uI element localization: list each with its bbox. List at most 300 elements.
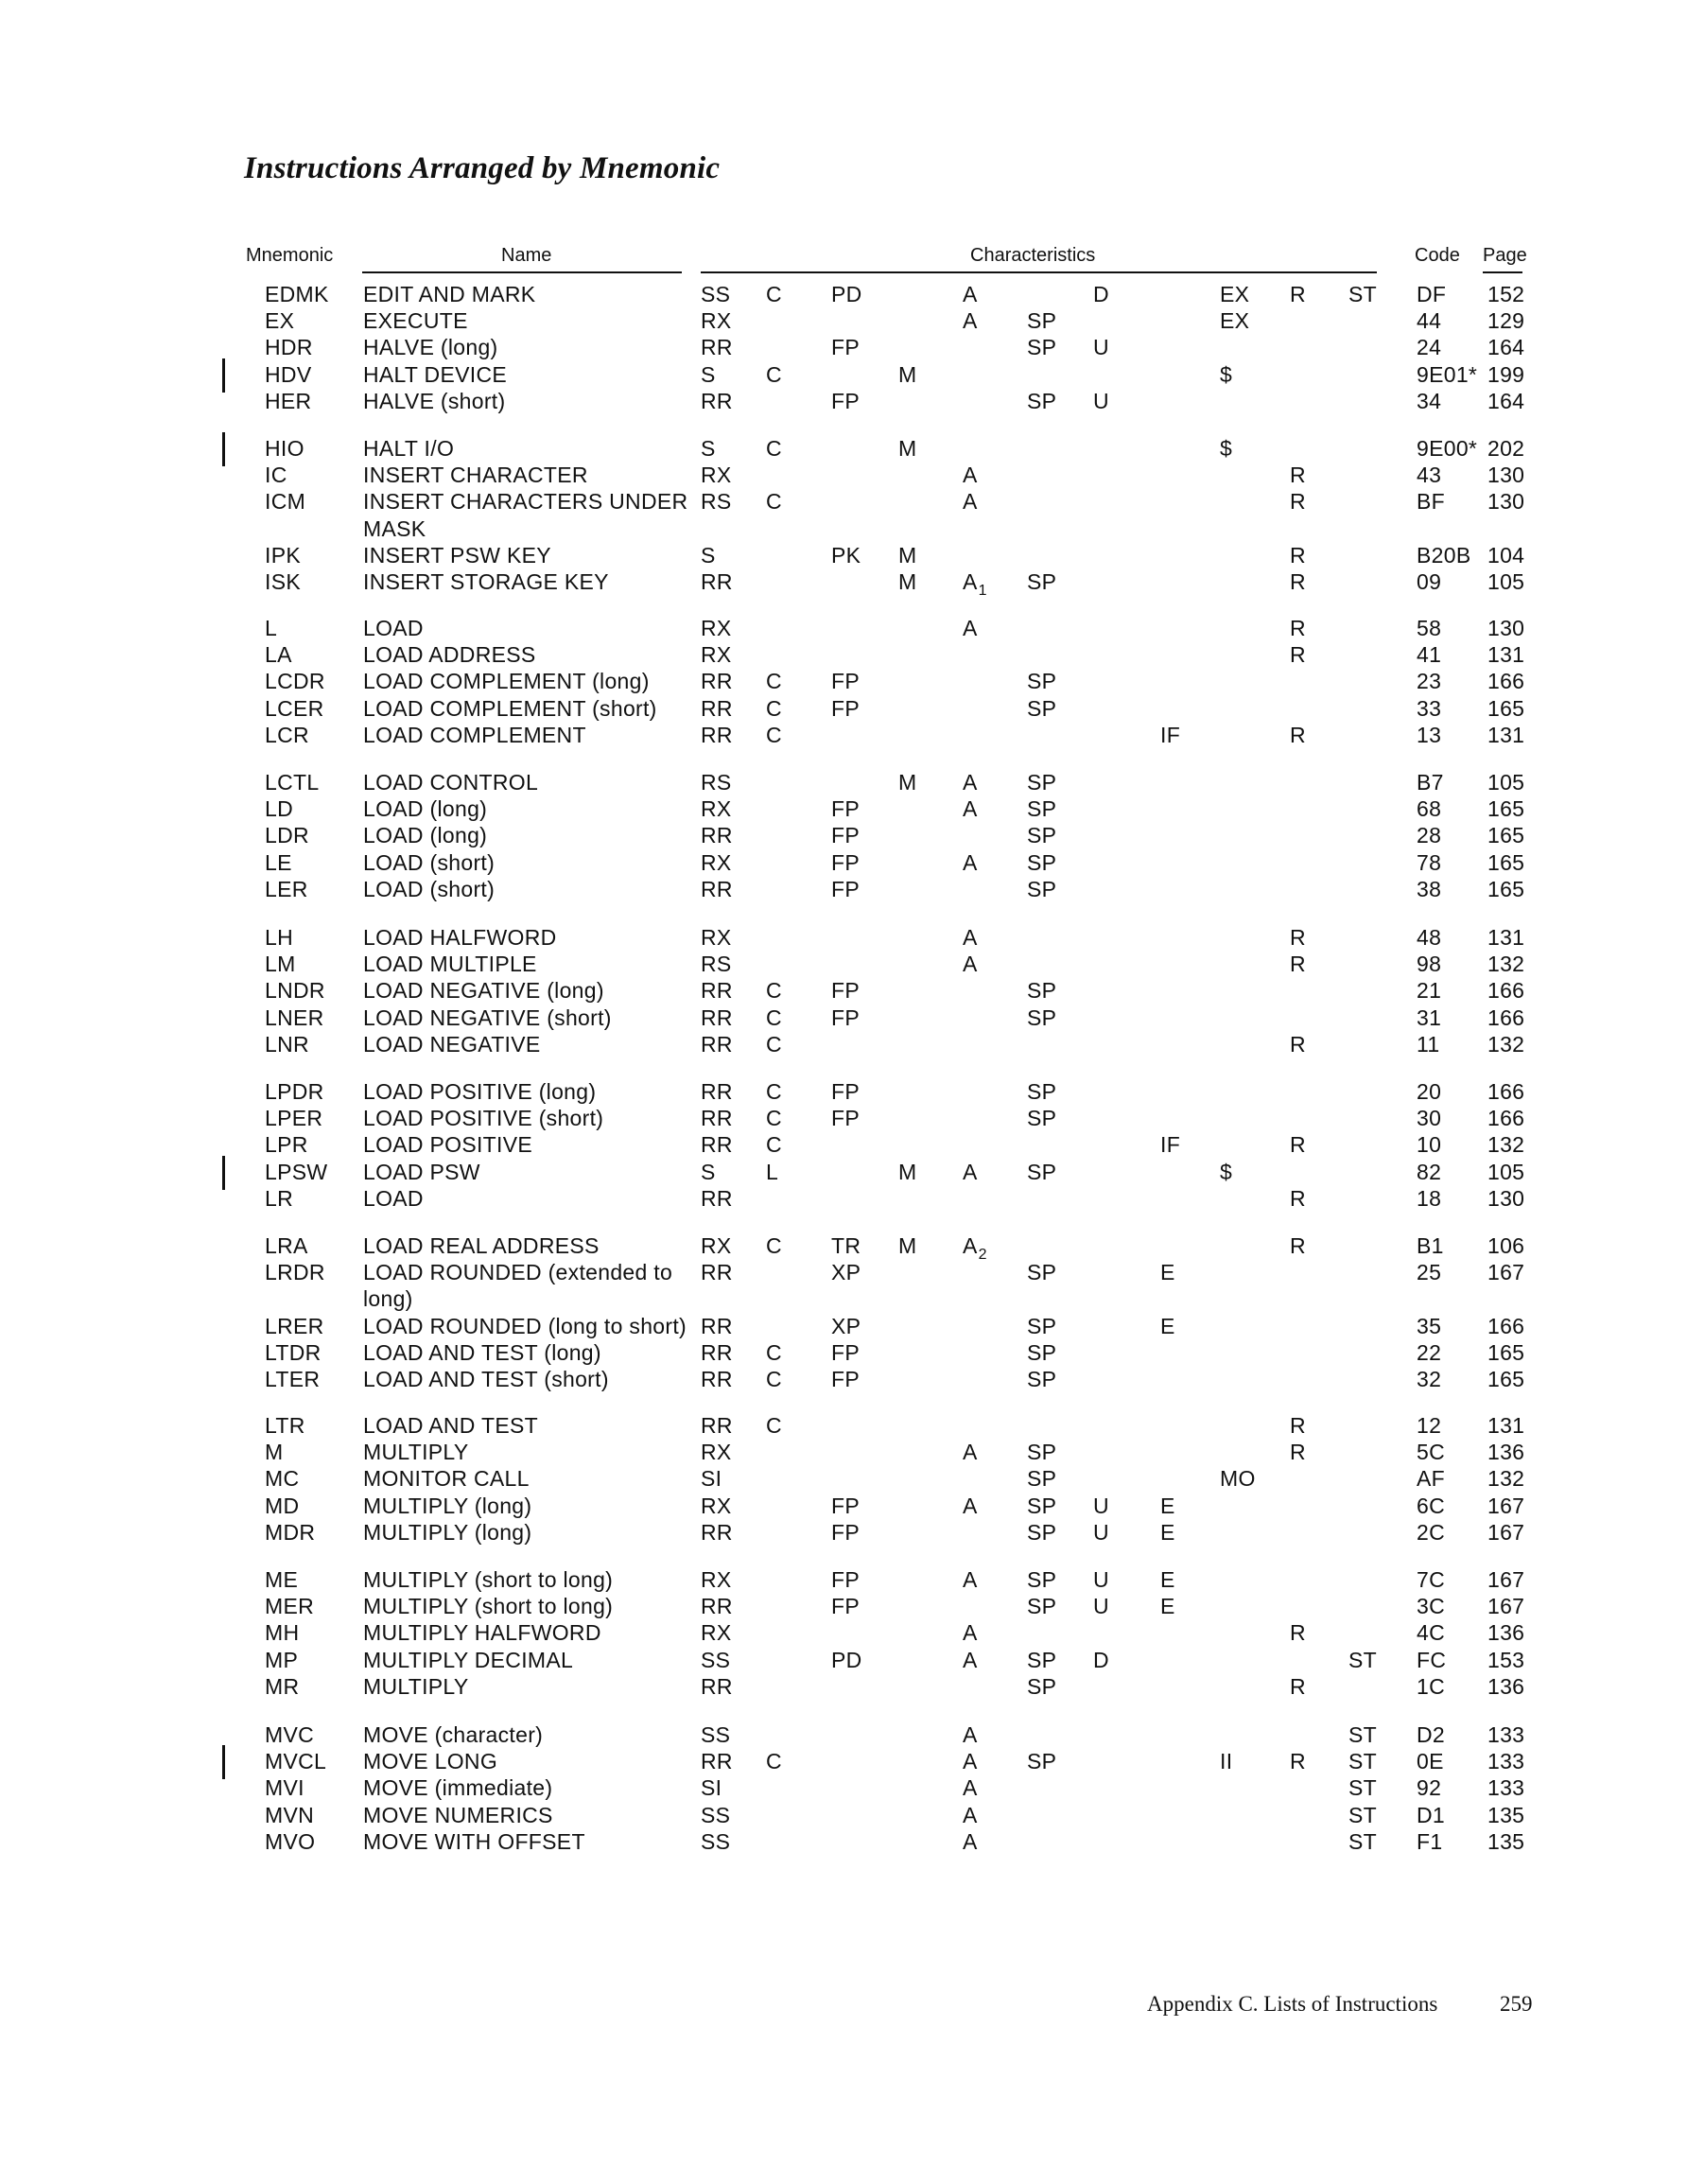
cell-page: 136 — [1487, 1440, 1525, 1465]
cell-special-flag: $ — [1220, 436, 1233, 461]
cell-name: MULTIPLY HALFWORD — [363, 1620, 601, 1646]
header-page: Page — [1483, 245, 1527, 266]
cell-name: MULTIPLY — [363, 1440, 469, 1465]
cell-format: RX — [701, 849, 732, 875]
cell-code: 2C — [1417, 1519, 1446, 1545]
cell-cond-code: C — [766, 1367, 782, 1391]
cell-specification: SP — [1027, 569, 1057, 594]
cell-exponent-exception: E — [1160, 1260, 1175, 1285]
cell-mnemonic: LRDR — [265, 1260, 325, 1285]
cell-format: S — [701, 542, 716, 568]
cell-data-type: FP — [831, 1519, 860, 1545]
cell-code: 31 — [1417, 1005, 1442, 1030]
cell-mnemonic: MD — [265, 1493, 300, 1518]
cell-name-continuation: MASK — [363, 515, 426, 541]
cell-special-flag: $ — [1220, 361, 1233, 387]
cell-page: 199 — [1487, 361, 1525, 387]
cell-mnemonic: HER — [265, 388, 312, 413]
cell-page: 105 — [1487, 770, 1525, 795]
cell-data-type: FP — [831, 1005, 860, 1030]
cell-specification: SP — [1027, 770, 1057, 795]
cell-format: RX — [701, 1440, 732, 1465]
cell-mnemonic: IC — [265, 463, 287, 488]
cell-format: SS — [701, 1647, 731, 1672]
cell-name: HALT DEVICE — [363, 361, 507, 387]
cell-page: 202 — [1487, 436, 1525, 461]
cell-mnemonic: MER — [265, 1594, 315, 1619]
cell-specification: SP — [1027, 978, 1057, 1004]
cell-access: A — [963, 770, 978, 795]
cell-data-exception: U — [1093, 1519, 1109, 1545]
cell-trace: R — [1290, 282, 1306, 306]
cell-name: MULTIPLY (long) — [363, 1519, 532, 1545]
cell-mnemonic: LRER — [265, 1313, 324, 1338]
cell-data-type: FP — [831, 1079, 860, 1104]
cell-store: ST — [1348, 1802, 1377, 1827]
cell-page: 131 — [1487, 722, 1525, 747]
cell-specification: SP — [1027, 1594, 1057, 1619]
cell-code: FC — [1417, 1647, 1447, 1672]
cell-page: 165 — [1487, 823, 1525, 848]
cell-name: LOAD — [363, 616, 424, 640]
cell-access: A — [963, 952, 978, 977]
cell-code: 25 — [1417, 1260, 1442, 1285]
cell-name: MULTIPLY (short to long) — [363, 1594, 614, 1619]
cell-mnemonic: LPR — [265, 1132, 308, 1158]
cell-data-type: FP — [831, 1339, 860, 1365]
cell-format: SS — [701, 282, 731, 306]
cell-name: LOAD AND TEST — [363, 1413, 538, 1438]
cell-access: A — [963, 1440, 978, 1465]
cell-privileged: M — [898, 542, 917, 568]
cell-specification: SP — [1027, 1313, 1057, 1338]
cell-exponent-exception: E — [1160, 1493, 1175, 1518]
cell-store: ST — [1348, 1775, 1377, 1801]
cell-access: A — [963, 489, 978, 515]
cell-format: RR — [701, 978, 733, 1004]
cell-page: 152 — [1487, 282, 1525, 306]
cell-specification: SP — [1027, 1749, 1057, 1774]
cell-format: S — [701, 361, 716, 387]
cell-format: RR — [701, 1005, 733, 1030]
cell-access: A — [963, 1620, 978, 1646]
cell-store: ST — [1348, 1647, 1377, 1672]
cell-page: 105 — [1487, 569, 1525, 594]
cell-specification: SP — [1027, 1567, 1057, 1592]
cell-page: 166 — [1487, 1079, 1525, 1104]
cell-access — [963, 568, 987, 599]
cell-cond-code: C — [766, 722, 782, 747]
cell-specification: SP — [1027, 1106, 1057, 1131]
cell-name: LOAD ROUNDED (extended to — [363, 1260, 673, 1285]
cell-name: LOAD ROUNDED (long to short) — [363, 1313, 687, 1338]
cell-page: 166 — [1487, 1313, 1525, 1338]
cell-mnemonic: EX — [265, 308, 295, 334]
cell-cond-code: C — [766, 1413, 782, 1438]
cell-name: INSERT CHARACTER — [363, 463, 588, 488]
cell-format: RR — [701, 1519, 733, 1545]
cell-page: 133 — [1487, 1722, 1525, 1747]
cell-cond-code: C — [766, 1031, 782, 1057]
cell-format: RX — [701, 1233, 732, 1258]
cell-format: RR — [701, 1594, 733, 1619]
cell-specification: SP — [1027, 823, 1057, 848]
cell-name: LOAD (long) — [363, 796, 488, 822]
cell-cond-code: C — [766, 489, 782, 515]
cell-page: 165 — [1487, 695, 1525, 721]
cell-page: 165 — [1487, 1339, 1525, 1365]
cell-page: 130 — [1487, 489, 1525, 515]
cell-access: A — [963, 616, 978, 640]
cell-page: 167 — [1487, 1567, 1525, 1592]
cell-page: 135 — [1487, 1802, 1525, 1827]
cell-privileged: M — [898, 770, 917, 795]
cell-trace: R — [1290, 642, 1306, 668]
cell-specification: SP — [1027, 796, 1057, 822]
cell-mnemonic: LCER — [265, 695, 324, 721]
footer-section-title: Appendix C. Lists of Instructions — [1147, 1992, 1438, 2016]
cell-format: SS — [701, 1828, 731, 1854]
cell-format: RR — [701, 1106, 733, 1131]
cell-specification: SP — [1027, 1466, 1057, 1492]
cell-format: RR — [701, 1079, 733, 1104]
header-characteristics: Characteristics — [970, 245, 1096, 266]
cell-specification: SP — [1027, 335, 1057, 360]
cell-page: 167 — [1487, 1594, 1525, 1619]
cell-data-type: XP — [831, 1313, 861, 1338]
cell-mnemonic: ME — [265, 1567, 299, 1592]
cell-special-flag: EX — [1220, 308, 1250, 334]
cell-page: 129 — [1487, 308, 1525, 334]
cell-access: A — [963, 1493, 978, 1518]
cell-name: MOVE NUMERICS — [363, 1802, 553, 1827]
cell-mnemonic: LCR — [265, 722, 309, 747]
cell-data-type: PD — [831, 282, 862, 306]
cell-name: LOAD ADDRESS — [363, 642, 536, 668]
cell-mnemonic: LTER — [265, 1367, 321, 1391]
cell-special-flag: $ — [1220, 1159, 1233, 1184]
cell-privileged: M — [898, 569, 917, 594]
cell-mnemonic: LCDR — [265, 669, 325, 694]
header-name: Name — [501, 245, 552, 266]
cell-format: RR — [701, 388, 733, 413]
cell-page: 165 — [1487, 849, 1525, 875]
cell-trace: R — [1290, 1413, 1306, 1438]
cell-specification: SP — [1027, 1339, 1057, 1365]
cell-name-continuation: long) — [363, 1286, 413, 1312]
cell-page: 130 — [1487, 463, 1525, 488]
cell-code: 38 — [1417, 876, 1442, 901]
cell-data-type: FP — [831, 978, 860, 1004]
cell-trace: R — [1290, 925, 1306, 950]
cell-specification: SP — [1027, 876, 1057, 901]
cell-mnemonic: ICM — [265, 489, 306, 515]
cell-code: 34 — [1417, 388, 1442, 413]
cell-trace: R — [1290, 1440, 1306, 1465]
cell-format: RR — [701, 1749, 733, 1774]
cell-format: RR — [701, 1313, 733, 1338]
cell-data-type: FP — [831, 849, 860, 875]
cell-format: RX — [701, 642, 732, 668]
cell-privileged: M — [898, 361, 917, 387]
cell-mnemonic: LPER — [265, 1106, 323, 1131]
cell-mnemonic: M — [265, 1440, 284, 1465]
cell-name: LOAD NEGATIVE — [363, 1031, 541, 1057]
cell-mnemonic: MC — [265, 1466, 300, 1492]
cell-format: RS — [701, 952, 732, 977]
header-rule-characteristics — [701, 271, 1377, 273]
cell-format: RR — [701, 823, 733, 848]
cell-cond-code: L — [766, 1159, 779, 1184]
cell-mnemonic: LTR — [265, 1413, 305, 1438]
cell-access-letter: A — [963, 1233, 978, 1258]
footer-page-number: 259 — [1500, 1992, 1533, 2016]
cell-page: 153 — [1487, 1647, 1525, 1672]
cell-mnemonic: L — [265, 616, 278, 640]
cell-name: INSERT STORAGE KEY — [363, 569, 609, 594]
cell-code: 11 — [1417, 1031, 1440, 1057]
cell-page: 166 — [1487, 978, 1525, 1004]
cell-trace: R — [1290, 1749, 1306, 1774]
cell-code: 09 — [1417, 569, 1442, 594]
cell-cond-code: C — [766, 361, 782, 387]
cell-page: 167 — [1487, 1493, 1525, 1518]
cell-specification: SP — [1027, 1440, 1057, 1465]
cell-specification: SP — [1027, 1367, 1057, 1391]
cell-page: 130 — [1487, 1185, 1525, 1211]
cell-data-exception: U — [1093, 1567, 1109, 1592]
cell-store: ST — [1348, 282, 1377, 306]
cell-mnemonic: LA — [265, 642, 292, 668]
cell-page: 132 — [1487, 1132, 1525, 1158]
cell-trace: R — [1290, 1233, 1306, 1258]
cell-mnemonic: ISK — [265, 569, 301, 594]
cell-trace: R — [1290, 1673, 1306, 1699]
cell-cond-code: C — [766, 1749, 782, 1774]
cell-trace: R — [1290, 1031, 1306, 1057]
cell-trace: R — [1290, 1132, 1306, 1158]
cell-mnemonic: LNR — [265, 1031, 309, 1057]
cell-specification: SP — [1027, 849, 1057, 875]
cell-store: ST — [1348, 1828, 1377, 1854]
cell-code: 1C — [1417, 1673, 1446, 1699]
cell-specification: SP — [1027, 1079, 1057, 1104]
cell-code: 0E — [1417, 1749, 1444, 1774]
cell-mnemonic: MVCL — [265, 1749, 327, 1774]
cell-page: 165 — [1487, 876, 1525, 901]
cell-code: B7 — [1417, 770, 1444, 795]
cell-code: 3C — [1417, 1594, 1446, 1619]
cell-special-flag: II — [1220, 1749, 1233, 1774]
cell-format: RR — [701, 1031, 733, 1057]
cell-trace: R — [1290, 722, 1306, 747]
cell-name: LOAD NEGATIVE (long) — [363, 978, 604, 1004]
cell-name: LOAD MULTIPLE — [363, 952, 537, 977]
cell-cond-code: C — [766, 1233, 782, 1258]
cell-code: 9E01* — [1417, 361, 1478, 387]
cell-cond-code: C — [766, 695, 782, 721]
cell-access: A — [963, 1722, 978, 1747]
cell-cond-code: C — [766, 669, 782, 694]
cell-cond-code: C — [766, 1132, 782, 1158]
cell-access: A — [963, 1159, 978, 1184]
cell-code: 48 — [1417, 925, 1442, 950]
cell-data-exception: U — [1093, 335, 1109, 360]
cell-mnemonic: LCTL — [265, 770, 320, 795]
cell-mnemonic: MR — [265, 1673, 300, 1699]
cell-name: LOAD COMPLEMENT — [363, 722, 586, 747]
cell-format: RR — [701, 569, 733, 594]
cell-format: S — [701, 436, 716, 461]
cell-code: 44 — [1417, 308, 1442, 334]
cell-data-type: FP — [831, 823, 860, 848]
cell-code: D1 — [1417, 1802, 1446, 1827]
cell-specification: SP — [1027, 1673, 1057, 1699]
cell-name: MULTIPLY DECIMAL — [363, 1647, 574, 1672]
cell-page: 136 — [1487, 1673, 1525, 1699]
cell-code: B20B — [1417, 542, 1471, 568]
cell-cond-code: C — [766, 1339, 782, 1365]
cell-format: RX — [701, 463, 732, 488]
cell-mnemonic: LRA — [265, 1233, 308, 1258]
cell-code: 32 — [1417, 1367, 1442, 1391]
cell-name: MOVE (immediate) — [363, 1775, 553, 1801]
header-rule-name — [362, 271, 682, 273]
cell-code: 5C — [1417, 1440, 1446, 1465]
cell-format: RX — [701, 796, 732, 822]
cell-data-type: FP — [831, 695, 860, 721]
cell-format: RS — [701, 770, 732, 795]
cell-page: 130 — [1487, 616, 1525, 640]
cell-name: LOAD (short) — [363, 876, 496, 901]
cell-specification: SP — [1027, 1519, 1057, 1545]
cell-specification: SP — [1027, 695, 1057, 721]
cell-cond-code: C — [766, 978, 782, 1004]
cell-code: 21 — [1417, 978, 1442, 1004]
cell-access: A — [963, 1775, 978, 1801]
cell-name: MULTIPLY (long) — [363, 1493, 532, 1518]
cell-page: 131 — [1487, 642, 1525, 668]
cell-special-flag: EX — [1220, 282, 1250, 306]
page-title: Instructions Arranged by Mnemonic — [244, 151, 721, 185]
cell-special-flag: MO — [1220, 1466, 1256, 1492]
cell-data-type: FP — [831, 335, 860, 360]
revision-bar — [222, 1745, 225, 1779]
cell-code: 41 — [1417, 642, 1442, 668]
cell-access-subscript: 2 — [978, 1247, 987, 1263]
cell-page: 164 — [1487, 335, 1525, 360]
cell-name: LOAD PSW — [363, 1159, 480, 1184]
cell-privileged: M — [898, 1233, 917, 1258]
cell-name: LOAD HALFWORD — [363, 925, 557, 950]
cell-name: LOAD POSITIVE — [363, 1132, 533, 1158]
cell-page: 164 — [1487, 388, 1525, 413]
cell-specification: SP — [1027, 388, 1057, 413]
cell-code: 20 — [1417, 1079, 1442, 1104]
cell-name: MOVE LONG — [363, 1749, 498, 1774]
cell-name: MOVE (character) — [363, 1722, 544, 1747]
cell-format: RX — [701, 1567, 732, 1592]
cell-access: A — [963, 1749, 978, 1774]
cell-page: 167 — [1487, 1519, 1525, 1545]
cell-code: AF — [1417, 1466, 1445, 1492]
cell-format: S — [701, 1159, 716, 1184]
cell-exponent-exception: IF — [1160, 1132, 1181, 1158]
cell-code: DF — [1417, 282, 1447, 306]
cell-format: RR — [701, 1185, 733, 1211]
cell-exponent-exception: E — [1160, 1594, 1175, 1619]
cell-format: RR — [701, 1367, 733, 1391]
cell-access: A — [963, 1828, 978, 1854]
cell-format: RX — [701, 925, 732, 950]
cell-code: D2 — [1417, 1722, 1446, 1747]
cell-format: RR — [701, 1339, 733, 1365]
cell-specification: SP — [1027, 1159, 1057, 1184]
cell-mnemonic: HIO — [265, 436, 304, 461]
cell-name: LOAD (short) — [363, 849, 496, 875]
cell-code: 22 — [1417, 1339, 1442, 1365]
cell-mnemonic: HDR — [265, 335, 313, 360]
cell-code: 4C — [1417, 1620, 1446, 1646]
cell-name: EXECUTE — [363, 308, 468, 334]
cell-code: 35 — [1417, 1313, 1442, 1338]
cell-mnemonic: LPSW — [265, 1159, 328, 1184]
header-rule-page — [1483, 271, 1522, 273]
cell-name: LOAD POSITIVE (long) — [363, 1079, 597, 1104]
header-mnemonic: Mnemonic — [246, 245, 334, 266]
cell-format: SS — [701, 1802, 731, 1827]
cell-privileged: M — [898, 436, 917, 461]
cell-mnemonic: LE — [265, 849, 292, 875]
header-code: Code — [1415, 245, 1460, 266]
cell-exponent-exception: IF — [1160, 722, 1181, 747]
cell-mnemonic: MVO — [265, 1828, 316, 1854]
cell-name: LOAD NEGATIVE (short) — [363, 1005, 612, 1030]
cell-code: 82 — [1417, 1159, 1442, 1184]
cell-name: LOAD AND TEST (short) — [363, 1367, 609, 1391]
cell-code: 9E00* — [1417, 436, 1478, 461]
cell-mnemonic: MDR — [265, 1519, 316, 1545]
cell-page: 131 — [1487, 1413, 1525, 1438]
cell-access: A — [963, 463, 978, 488]
cell-specification: SP — [1027, 1260, 1057, 1285]
cell-code: 12 — [1417, 1413, 1442, 1438]
cell-mnemonic: LR — [265, 1185, 294, 1211]
cell-specification: SP — [1027, 1005, 1057, 1030]
cell-access: A — [963, 925, 978, 950]
cell-page: 133 — [1487, 1775, 1525, 1801]
cell-code: 23 — [1417, 669, 1442, 694]
cell-mnemonic: MVC — [265, 1722, 315, 1747]
cell-format: SI — [701, 1775, 722, 1801]
cell-code: 28 — [1417, 823, 1442, 848]
cell-name: LOAD COMPLEMENT (long) — [363, 669, 650, 694]
cell-format: RR — [701, 1132, 733, 1158]
cell-page: 132 — [1487, 1031, 1525, 1057]
cell-access — [963, 1232, 987, 1263]
cell-name: LOAD — [363, 1185, 424, 1211]
cell-mnemonic: IPK — [265, 542, 301, 568]
cell-data-type: FP — [831, 1493, 860, 1518]
cell-mnemonic: HDV — [265, 361, 312, 387]
cell-format: RX — [701, 616, 732, 640]
cell-mnemonic: LTDR — [265, 1339, 322, 1365]
cell-code: 98 — [1417, 952, 1442, 977]
cell-data-exception: D — [1093, 1647, 1109, 1672]
cell-data-exception: D — [1093, 282, 1109, 306]
cell-trace: R — [1290, 489, 1306, 515]
cell-name: MOVE WITH OFFSET — [363, 1828, 585, 1854]
